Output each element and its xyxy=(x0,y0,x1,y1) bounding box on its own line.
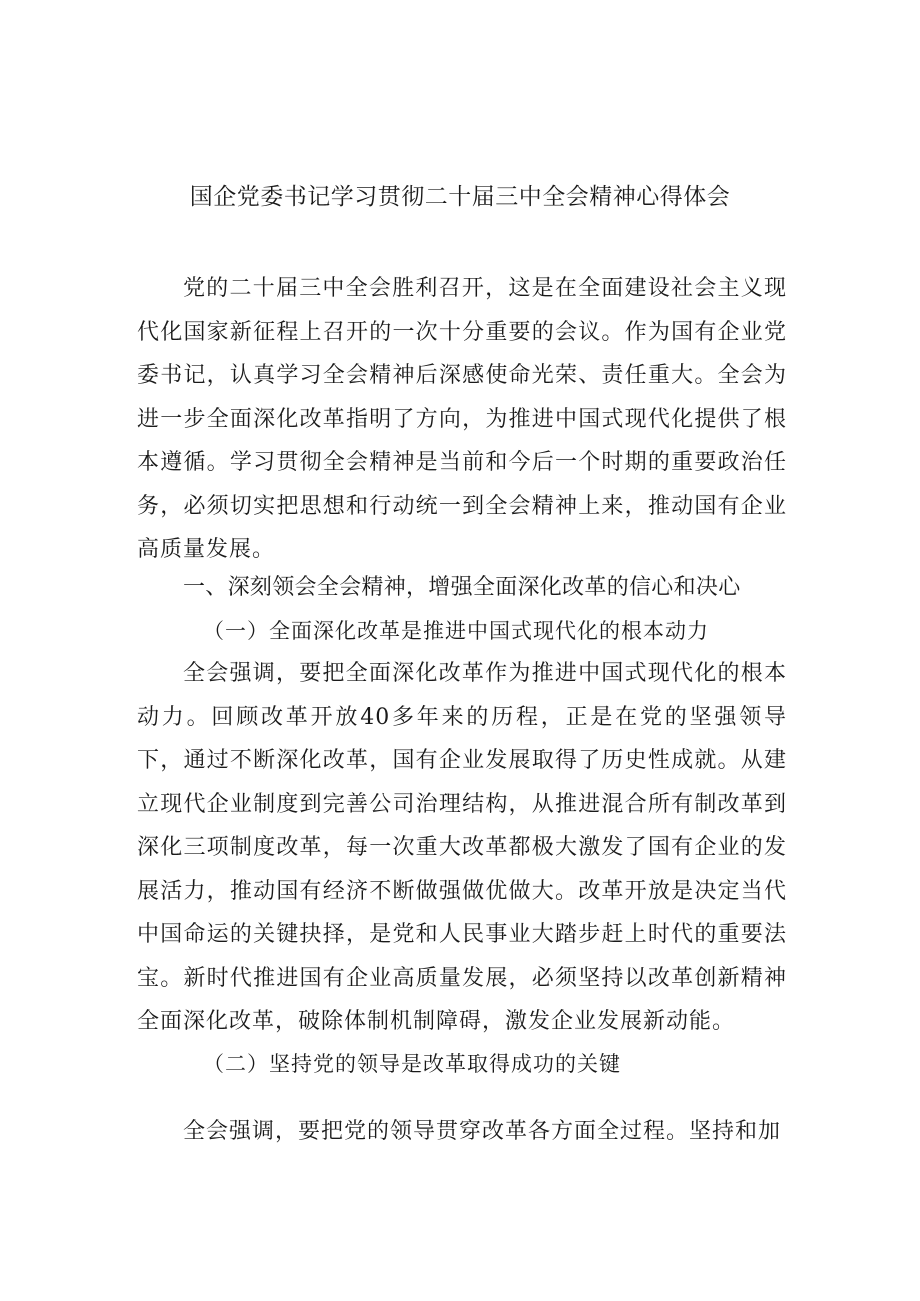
subsection-heading-1: （一）全面深化改革是推进中国式现代化的根本动力 xyxy=(203,619,709,643)
intro-section xyxy=(137,267,787,572)
subsection-heading-2: （二）坚持党的领导是改革取得成功的关键 xyxy=(203,1052,621,1076)
subsection-1-body xyxy=(137,652,787,1044)
body-paragraph: 全会强调，要把全面深化改革作为推进中国式现代化的根本动力。回顾改革开放40多年来的历程，正是在党的坚强领导下，通过不断深化改革，国有企业发展取得了历史性成就。从建立现代企业制度到完善公司治理结构，从推进混合所有制改革到深化三项制度改革，每一次重大改革都极大激发了国有企业的发展活力，推动国有经济不断做强做优做大。改革开放是决定当代中国命运的关键抉择，是党和人民事业大踏步赶上时代的重要法宝。新时代推进国有企业高质量发展，必须坚持以改革创新精神全面深化改革，破除体制机制障碍，激发企业发展新动能。 xyxy=(137,661,787,1034)
document-title: 国企党委书记学习贯彻二十届三中全会精神心得体会 xyxy=(189,184,731,210)
body-paragraph: 全会强调，要把党的领导贯穿改革各方面全过程。坚持和加 xyxy=(183,1119,782,1144)
section-heading-1: 一、深刻领会全会精神，增强全面深化改革的信心和决心 xyxy=(183,575,741,600)
subsection-2-body xyxy=(137,1110,787,1154)
intro-paragraph: 党的二十届三中全会胜利召开，这是在全面建设社会主义现代化国家新征程上召开的一次十分重要的会议。作为国有企业党委书记，认真学习全会精神后深感使命光荣、责任重大。全会为进一步全面深化改革指明了方向，为推进中国式现代化提供了根本遵循。学习贯彻全会精神是当前和今后一个时期的重要政治任务，必须切实把思想和行动统一到全会精神上来，推动国有企业高质量发展。 xyxy=(137,276,787,562)
